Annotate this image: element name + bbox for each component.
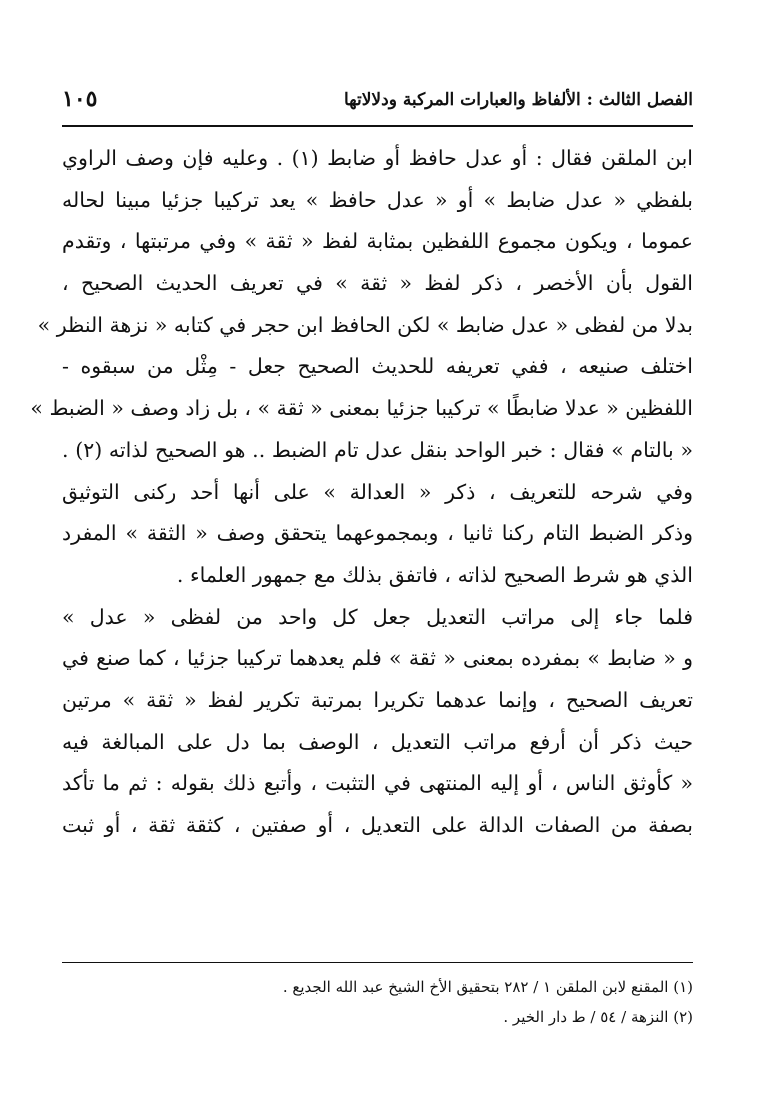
main-text [30, 138, 694, 847]
footnote-divider [62, 962, 693, 963]
text-line: تعريف الصحيح ، وإنما عدهما تكريرا بمرتبة تكرير لفظ « ثقة » مرتين [62, 687, 693, 712]
text-line: فلما جاء إلى مراتب التعديل جعل كل واحد من لفظى « عدل » [62, 604, 693, 629]
text-line: وذكر الضبط التام ركنا ثانيا ، وبمجموعهما يتحقق وصف « الثقة » المفرد [62, 521, 693, 546]
text-line: عموما ، ويكون مجموع اللفظين بمثابة لفظ « ثقة » وفي مرتبتها ، وتقدم [62, 229, 693, 254]
header-divider [62, 125, 693, 127]
text-line: حيث ذكر أن أرفع مراتب التعديل ، الوصف بما دل على المبالغة فيه [62, 729, 693, 754]
text-line: بلفظي « عدل ضابط » أو « عدل حافظ » يعد تركيبا جزئيا مبينا لحاله [62, 187, 693, 212]
text-line: « كأوثق الناس ، أو إليه المنتهى في التثبت ، وأتبع ذلك بقوله : ثم ما تأكد [62, 771, 693, 796]
text-line: بصفة من الصفات الدالة على التعديل ، أو صفتين ، كثقة ثقة ، أو ثبت [62, 813, 693, 837]
text-line: « بالتام » فقال : خبر الواحد بنقل عدل تام الضبط .. هو الصحيح لذاته (٢) . [62, 437, 693, 462]
page-number: ١٠٥ [62, 86, 98, 112]
text-line: ابن الملقن فقال : أو عدل حافظ أو ضابط (١) . وعليه فإن وصف الراوي [62, 146, 694, 170]
text-line: بدلا من لفظى « عدل ضابط » لكن الحافظ ابن حجر في كتابه « نزهة النظر » [37, 312, 693, 337]
text-line: وفي شرحه للتعريف ، ذكر « العدالة » على أنها أحد ركنى التوثيق [62, 479, 693, 504]
running-header [62, 84, 693, 120]
text-line: الذي هو شرط الصحيح لذاته ، فاتفق بذلك مع جمهور العلماء . [176, 562, 693, 587]
text-line: اختلف صنيعه ، ففي تعريفه للحديث الصحيح جعل - مِثْل من سبقوه - [62, 354, 693, 379]
footnotes [62, 972, 693, 1032]
text-line: القول بأن الأخصر ، ذكر لفظ « ثقة » في تعريف الحديث الصحيح ، [62, 271, 693, 296]
footnote: (١) المقنع لابن الملقن ١ / ٢٨٢ بتحقيق الأخ الشيخ عبد الله الجديع . [282, 978, 693, 996]
text-line: اللفظين « عدلا ضابطًا » تركيبا جزئيا بمعنى « ثقة » ، بل زاد وصف « الضبط » [30, 396, 693, 421]
text-line: و « ضابط » بمفرده بمعنى « ثقة » فلم يعدهما تركيبا جزئيا ، كما صنع في [62, 646, 693, 671]
chapter-title: الفصل الثالث : الألفاظ والعبارات المركبة ودلالاتها [343, 90, 693, 110]
footnote: (٢) النزهة / ٥٤ / ط دار الخير . [503, 1008, 693, 1026]
